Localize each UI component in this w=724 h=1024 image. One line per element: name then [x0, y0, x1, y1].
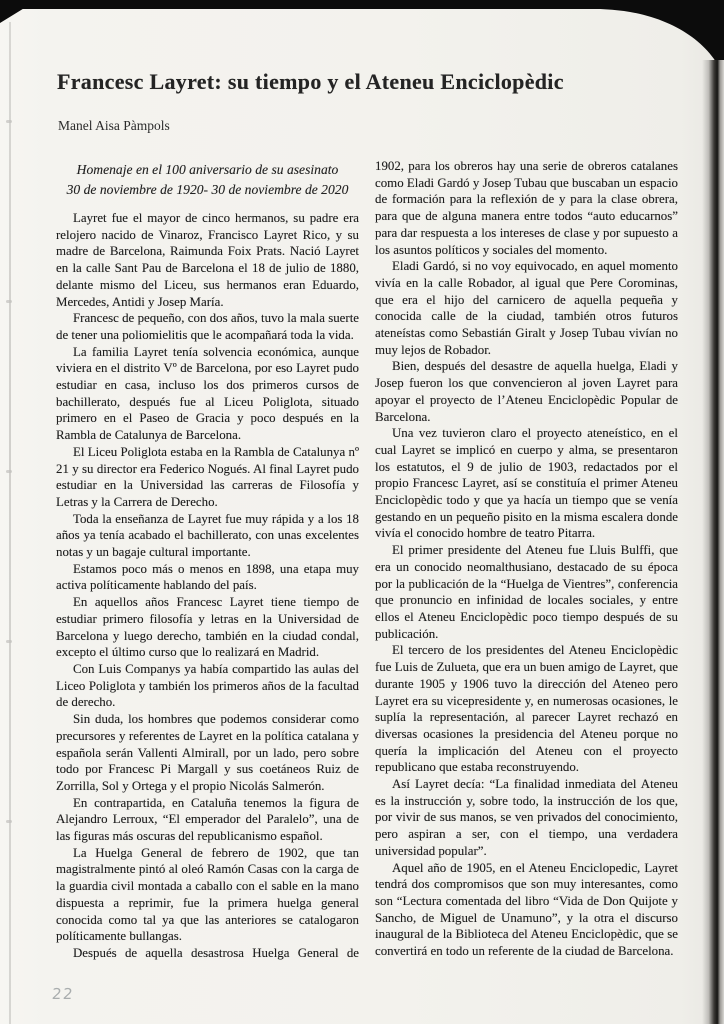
- paragraph: El primer presidente del Ateneu fue Lluis Bulffi, que era un conocido neomalthusiano, destacado de su época por la publicación de la “Huelga de Vientres”, conferencia que pronuncio en infinidad de locales sociales, y entre ellos el Ateneu Enciclopèdic poco tiempo después de su publicación.: [375, 543, 678, 641]
- epigraph-line-2: 30 de noviembre de 1920- 30 de noviembre de 2020: [66, 181, 349, 197]
- binding-mark: [6, 640, 12, 643]
- paragraph: Francesc de pequeño, con dos años, tuvo la mala suerte de tener una poliomielitis que le acompañará toda la vida.: [56, 311, 359, 342]
- binding-mark: [6, 820, 12, 823]
- page-number: 22: [51, 985, 76, 1003]
- paragraph: Estamos poco más o menos en 1898, una etapa muy activa políticamente hablando del país.: [56, 561, 359, 593]
- paragraph: Aquel año de 1905, en el Ateneu Enciclopedic, Layret tendrá dos compromisos que son muy interesantes, como son “Lectura comentada del libro “Vida de Don Quijote y Sancho, de Miguel de Unamuno”, y la otra el discurso inaugural de la Biblioteca del Ateneu Enciclopèdic, que se convertirá en todo un referente de la ciudad de Barcelona.: [375, 860, 678, 959]
- paragraph: En contrapartida, en Cataluña tenemos la figura de Alejandro Lerroux, “El emperador del Paralelo”, una de las figuras más oscuras del republicanismo español.: [56, 795, 359, 844]
- article-body: [56, 158, 678, 962]
- paragraph: El tercero de los presidentes del Ateneu Enciclopèdic fue Luis de Zulueta, que era un buen amigo de Layret, que durante 1905 y 1906 tuvo la dirección del Ateneo pero Layret era su vicepresidente y, en numerosas ocasiones, le suplía la representación, al parecer Layret rechazó en diversas ocasiones la presidencia del Ateneu porque no quería la implicación del Ateneu con el proyecto republicano que estaba reconstruyendo.: [375, 643, 678, 775]
- paragraph: La familia Layret tenía solvencia económica, aunque viviera en el distrito Vº de Barcelona, por eso Layret pudo estudiar en casa, incluso los dos primeros cursos de bachillerato, después fue al Liceu Poliglota, situado primero en el Paseo de Gracia y poco después en la Rambla de Catalunya de Barcelona.: [56, 344, 359, 443]
- paragraph: Así Layret decía: “La finalidad inmediata del Ateneu es la instrucción y, sobre todo, la instrucción de los que, por vivir de sus manos, se ven privados del conocimiento, pero aspiran a ser, con el tiempo, una verdadera universidad popular”.: [375, 777, 678, 858]
- epigraph-line-1: Homenaje en el 100 aniversario de su asesinato: [76, 162, 339, 177]
- paragraph: Layret fue el mayor de cinco hermanos, su padre era relojero nacido de Vinaroz, Francisco Layret Rico, y su madre de Barcelona, Raimunda Foix Prats. Nació Layret en la calle Sant Pau de Barcelona el 18 de julio de 1880, delante mismo del Liceu, sus hermanos eran Eduardo, Mercedes, Antidi y Josep María.: [56, 211, 359, 309]
- page-title: Francesc Layret: su tiempo y el Ateneu Enciclopèdic: [57, 68, 564, 94]
- paragraph: Toda la enseñanza de Layret fue muy rápida y a los 18 años ya tenía acabado el bachillerato, con unas excelentes notas y un bagaje cultural importante.: [56, 511, 359, 560]
- binding-mark: [6, 300, 12, 303]
- epigraph: [56, 160, 359, 199]
- paragraph: El Liceu Poliglota estaba en la Rambla de Catalunya nº 21 y su director era Federico Nogués. Al final Layret pudo estudiar en la Universidad las carreras de Filosofía y Letras y la Carrera de Derecho.: [56, 444, 359, 509]
- scan-edge-right: [702, 60, 724, 1024]
- paragraph: Bien, después del desastre de aquella huelga, Eladi y Josep fueron los que convencieron al joven Layret para apoyar el proyecto de l’Ateneu Enciclopèdic Popular de Barcelona.: [375, 359, 678, 424]
- paragraph: En aquellos años Francesc Layret tiene tiempo de estudiar primero filosofía y letras en la Universidad de Barcelona y luego derecho, también en la ciudad condal, excepto el último curso que lo realizará en Madrid.: [56, 595, 359, 660]
- binding-mark: [6, 470, 12, 473]
- binding-mark: [6, 120, 12, 123]
- paragraph: La Huelga General de febrero de 1902, que tan magistralmente pintó al oleó Ramón Casas con la carga de la guardia civil montada a caballo con el sable en la mano dispuesta a reprimir, fue la primera huelga general conocida como tal ya que las anteriores se catalogaron políticamente bullangas.: [56, 845, 359, 944]
- left-column: [56, 158, 359, 962]
- paragraph: Con Luis Companys ya había compartido las aulas del Liceo Poliglota y también los primeros años de la facultad de derecho.: [56, 661, 359, 710]
- scan-corner-top-right: [554, 0, 724, 78]
- paragraph: Eladi Gardó, si no voy equivocado, en aquel momento vivía en la calle Robador, al igual que Pere Corominas, que era el hijo del carnicero de aquella pequeña y conocida calle de la ciudad, también otros futuros ateneístas como Sebastián Giralt y Josep Tubau vivían no muy lejos de Robador.: [375, 259, 678, 357]
- byline-author: Manel Aisa Pàmpols: [58, 118, 170, 133]
- right-column: [375, 158, 678, 962]
- paragraph: Sin duda, los hombres que podemos considerar como precursores y referentes de Layret en la política catalana y española serán Vallenti Almirall, por un lado, pero sobre todo por Francesc Pi Margall y sus coetáneos Ruiz de Zorrilla, Sol y Ortega y el propio Nicolás Salmerón.: [56, 712, 359, 793]
- scan-corner-top-left: [0, 7, 26, 23]
- scan-edge-left-binding: [9, 22, 11, 1024]
- paragraph: Después de aquella desastrosa Huelga General de: [73, 945, 359, 960]
- paragraph: Una vez tuvieron claro el proyecto ateneístico, en el cual Layret se implicó en cuerpo y alma, se presentaron los estatutos, el 9 de julio de 1903, redactados por el propio Francesc Layret, así se constituía el primer Ateneu Enciclopèdic todo y que ya hacía un tiempo que se venía gestando en un pequeño pisito en la misma escalera donde vivía el conocido hombre de teatro Pitarra.: [375, 426, 678, 541]
- paragraph: 1902, para los obreros hay una serie de obreros catalanes como Eladi Gardó y Josep Tubau que buscaban un espacio de formación para la reflexión de y para la clase obrera, para que de alguna manera entre todos “auto educarnos” para dar respuesta a los intereses de clase y por supuesto a los asuntos políticos y sociales del momento.: [375, 159, 678, 257]
